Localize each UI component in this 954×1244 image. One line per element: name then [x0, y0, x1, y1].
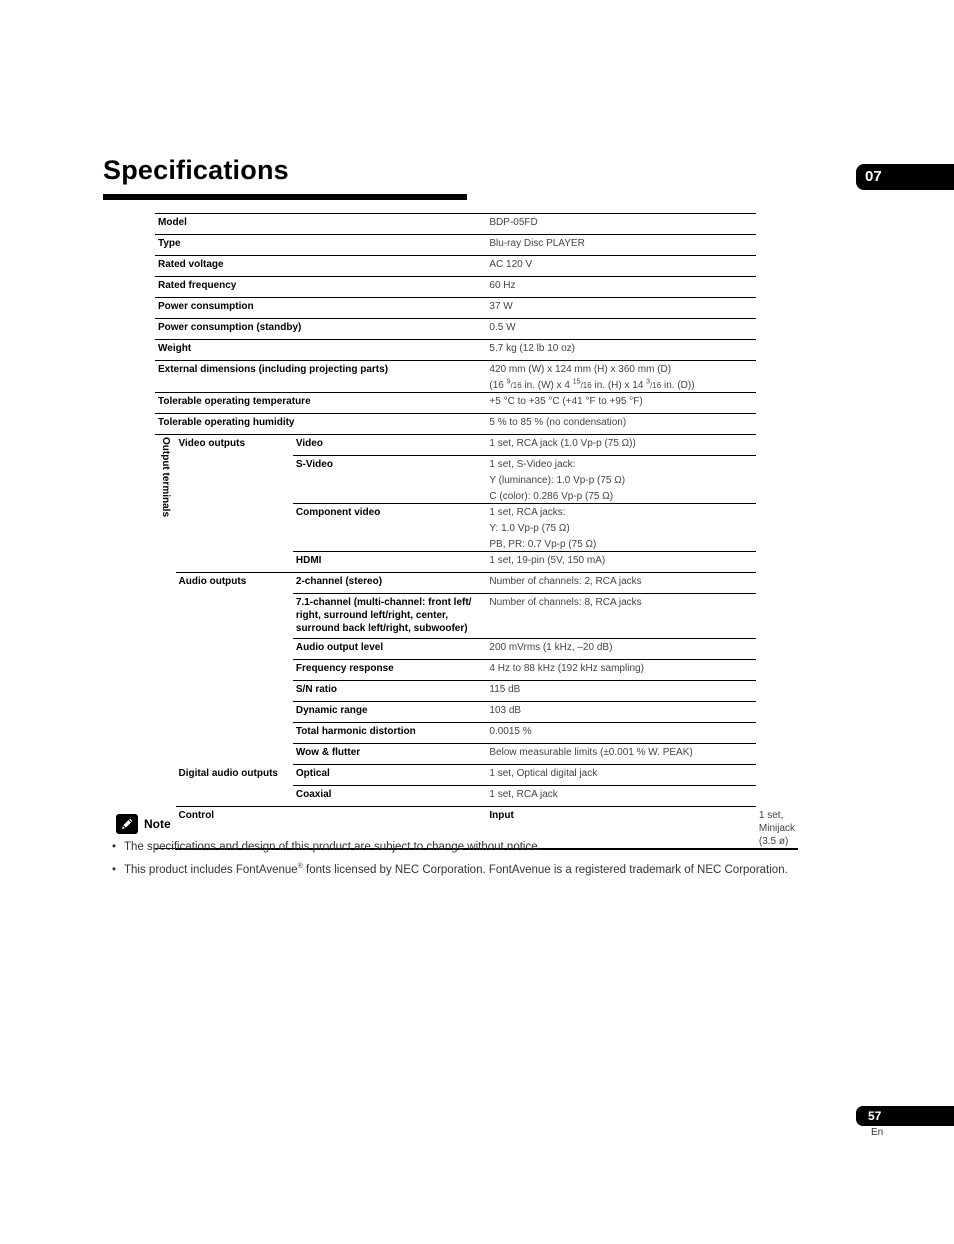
spec-label: Weight [155, 340, 486, 361]
table-row [155, 214, 798, 235]
spec-label: Frequency response [293, 660, 487, 681]
spec-label: Power consumption [155, 298, 486, 319]
spec-value: 1 set, RCA jack [486, 786, 756, 807]
page-number: 57 [856, 1106, 954, 1126]
note-label: Note [144, 817, 171, 831]
spec-label: Total harmonic distortion [293, 723, 487, 744]
digital-outputs-label: Digital audio outputs [176, 765, 293, 807]
spec-sublabel: Input [486, 807, 756, 849]
audio-outputs-label: Audio outputs [178, 576, 247, 587]
spec-label: S/N ratio [293, 681, 487, 702]
spec-label: Dynamic range [293, 702, 487, 723]
spec-value: Blu-ray Disc PLAYER [486, 235, 756, 256]
spec-label: S-Video [293, 456, 487, 504]
spec-value: 1 set, S-Video jack: Y (luminance): 1.0 Vp-p (75 Ω) C (color): 0.286 Vp-p (75 Ω) [486, 456, 756, 504]
spec-value: Number of channels: 8, RCA jacks [486, 594, 756, 639]
spec-value: Number of channels: 2, RCA jacks [486, 573, 756, 594]
table-row [155, 573, 798, 594]
language-label: En [871, 1127, 884, 1138]
spec-value: 5 % to 85 % (no condensation) [486, 414, 756, 435]
spec-value: 0.0015 % [486, 723, 756, 744]
spec-label: Component video [293, 504, 487, 552]
spec-value: 200 mVrms (1 kHz, –20 dB) [486, 639, 756, 660]
spec-label: HDMI [293, 552, 487, 573]
spec-value: Below measurable limits (±0.001 % W. PEAK) [486, 744, 756, 765]
spec-label: Audio output level [293, 639, 487, 660]
spec-label: Coaxial [293, 786, 487, 807]
dimension-imperial: (16 $^9$/16 in. (W) x 4 $^{15}$/16 in. (H) x 14 $^3$/16 in. (D)) [489, 378, 695, 391]
spec-value: BDP-05FD [486, 214, 756, 235]
table-row [155, 235, 798, 256]
spec-label: External dimensions (including projecting parts) [155, 361, 486, 393]
table-row [155, 277, 798, 298]
spec-label: Rated frequency [155, 277, 486, 298]
spec-value: 37 W [486, 298, 756, 319]
spec-label: 7.1-channel (multi-channel: front left/ right, surround left/right, center, surround back left/right, subwoofer) [293, 594, 487, 639]
list-item: • This product includes FontAvenue® fonts licensed by NEC Corporation. FontAvenue is a registered trademark of NEC Corporation. [112, 863, 788, 876]
table-row [155, 319, 798, 340]
output-terminals-label: Output terminals [155, 435, 176, 849]
spec-value: 1 set, Minijack (3.5 ø) [756, 807, 798, 849]
table-row [155, 361, 798, 393]
table-row [155, 340, 798, 361]
dimension-metric: 420 mm (W) x 124 mm (H) x 360 mm (D) [489, 364, 672, 375]
spec-label: Type [155, 235, 486, 256]
chapter-tab: 07 [856, 164, 954, 190]
table-row [155, 414, 798, 435]
spec-value: 1 set, Optical digital jack [486, 765, 756, 786]
title-underline [103, 194, 467, 200]
spec-value: 60 Hz [486, 277, 756, 298]
list-item: • The specifications and design of this product are subject to change without notice. [112, 841, 541, 853]
spec-value: +5 °C to +35 °C (+41 °F to +95 °F) [486, 393, 756, 414]
spec-value: 4 Hz to 88 kHz (192 kHz sampling) [486, 660, 756, 681]
spec-value [486, 361, 756, 393]
spec-label: Tolerable operating temperature [155, 393, 486, 414]
page-title: Specifications [103, 155, 289, 185]
spec-value: 0.5 W [486, 319, 756, 340]
spec-label: Video [293, 435, 487, 456]
spec-label: Model [155, 214, 486, 235]
table-row [155, 298, 798, 319]
spec-label: Optical [293, 765, 487, 786]
spec-label: Tolerable operating humidity [155, 414, 486, 435]
table-row [155, 435, 798, 456]
spec-value: 115 dB [486, 681, 756, 702]
spec-value: 1 set, RCA jacks: Y: 1.0 Vp-p (75 Ω) PB, PR: 0.7 Vp-p (75 Ω) [486, 504, 756, 552]
spec-value: 1 set, RCA jack (1.0 Vp-p (75 Ω)) [486, 435, 756, 456]
spec-label: Rated voltage [155, 256, 486, 277]
specifications-table [155, 213, 798, 850]
table-row [155, 393, 798, 414]
spec-label: Control [176, 807, 487, 849]
spec-value: 103 dB [486, 702, 756, 723]
spec-label: 2-channel (stereo) [293, 573, 487, 594]
note-heading [116, 814, 171, 834]
table-row [155, 765, 798, 786]
spec-label: Power consumption (standby) [155, 319, 486, 340]
note-list [112, 840, 942, 886]
spec-value: 1 set, 19-pin (5V, 150 mA) [486, 552, 756, 573]
table-row [155, 256, 798, 277]
spec-value: 5.7 kg (12 lb 10 oz) [486, 340, 756, 361]
video-outputs-label: Video outputs [176, 435, 293, 573]
spec-label: Wow & flutter [293, 744, 487, 765]
pencil-icon [116, 814, 138, 834]
spec-value: AC 120 V [486, 256, 756, 277]
